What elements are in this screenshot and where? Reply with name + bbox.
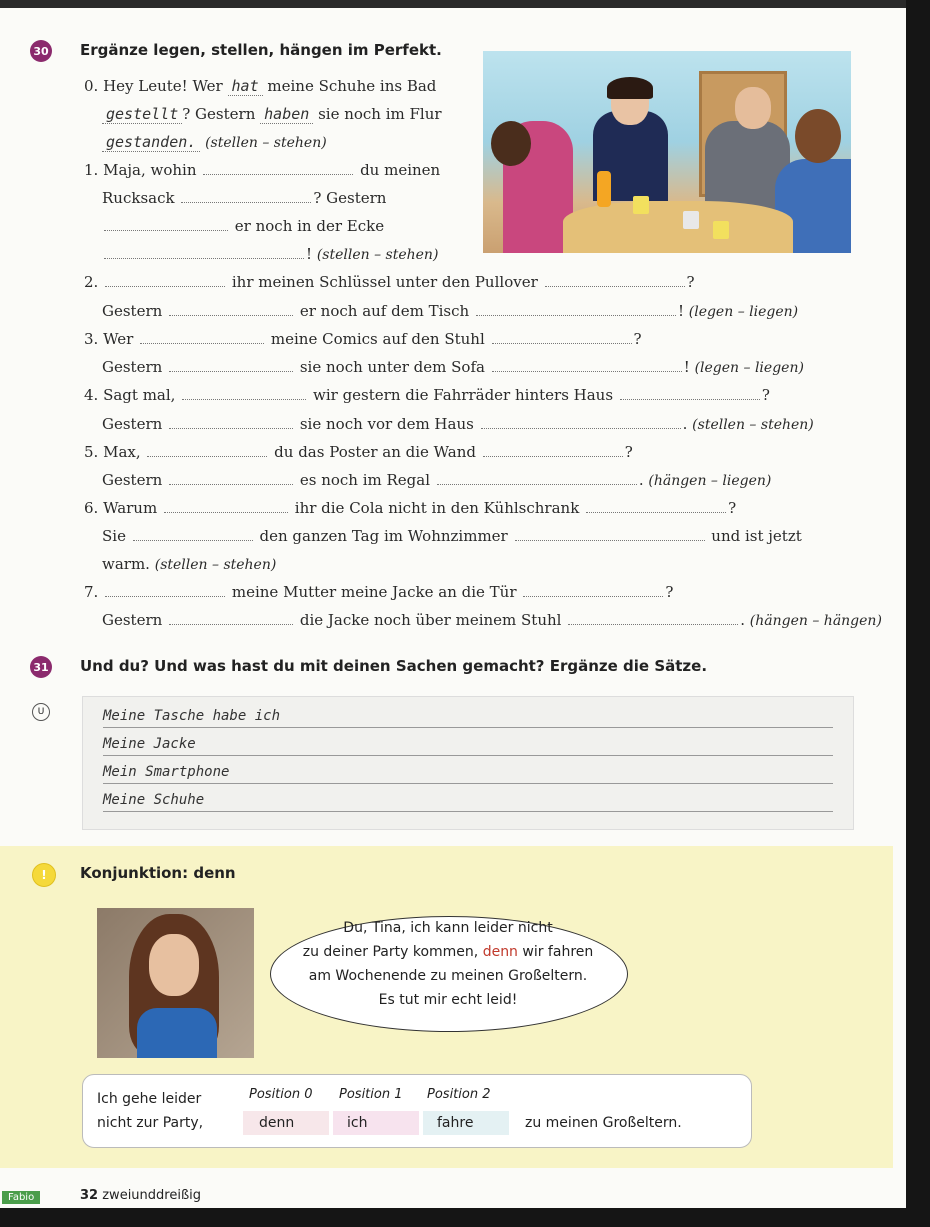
blank-input[interactable]	[483, 442, 623, 457]
text: .	[682, 415, 688, 433]
person-shape	[491, 121, 531, 166]
shirt-shape	[137, 1008, 217, 1058]
bubble-line-2	[270, 944, 626, 960]
position-1-label: Position 1	[339, 1087, 403, 1102]
text: zu deiner Party kommen,	[302, 944, 479, 960]
bottle-shape	[597, 171, 611, 207]
text: und ist jetzt	[711, 527, 802, 545]
page-number-word: zweiunddreißig	[102, 1188, 202, 1203]
page-number-digit: 32	[80, 1188, 99, 1203]
blank-input[interactable]	[545, 272, 685, 287]
blank-input[interactable]	[169, 301, 293, 316]
blank-input[interactable]	[104, 216, 228, 231]
text: 7.	[84, 583, 99, 601]
hint: (stellen – stehen)	[692, 417, 814, 433]
blank-input[interactable]	[568, 610, 738, 625]
text: du meinen	[360, 161, 441, 179]
right-edge	[906, 0, 930, 1227]
text: !	[306, 245, 313, 263]
person-shape	[607, 77, 653, 99]
item-4-line-1	[84, 385, 770, 405]
cup-shape	[713, 221, 729, 239]
example-line-3	[102, 132, 327, 153]
position-1-cell	[333, 1111, 419, 1135]
item-6-line-1	[84, 498, 736, 518]
tip-title: Konjunktion: denn	[80, 864, 236, 882]
cup-shape	[633, 196, 649, 214]
text: !	[677, 302, 684, 320]
text: warm.	[102, 555, 150, 573]
text: 0. Hey Leute! Wer	[84, 77, 223, 95]
text: wir fahren	[522, 944, 594, 960]
text: sie noch vor dem Haus	[299, 415, 474, 433]
exercise-30-badge: 30	[30, 40, 52, 62]
text: 3. Wer	[84, 330, 134, 348]
text: er noch auf dem Tisch	[299, 302, 470, 320]
person-shape	[795, 109, 841, 163]
blank-input[interactable]	[515, 526, 705, 541]
exercise-30-title: Ergänze legen, stellen, hängen im Perfekt.	[80, 41, 442, 59]
page-number	[80, 1188, 201, 1203]
blank-input[interactable]	[133, 526, 253, 541]
blank-input[interactable]	[169, 470, 293, 485]
text: .	[740, 611, 746, 629]
blank-input[interactable]	[620, 385, 760, 400]
text: Gestern	[102, 302, 163, 320]
writing-icon: U	[32, 703, 50, 721]
face-shape	[149, 934, 199, 996]
answer-line-3[interactable]: Mein Smartphone	[103, 761, 833, 784]
blank-input[interactable]	[169, 414, 293, 429]
character-badge: Fabio	[2, 1191, 40, 1204]
girl-on-phone-photo	[97, 908, 254, 1058]
position-table	[82, 1074, 752, 1148]
item-6-line-2	[102, 526, 802, 546]
word-fahre: fahre	[437, 1115, 474, 1131]
blank-input[interactable]	[182, 385, 306, 400]
blank-input[interactable]	[169, 610, 293, 625]
hint: (stellen – stehen)	[154, 557, 277, 573]
blank-input[interactable]	[437, 470, 637, 485]
answer-hat[interactable]: hat	[228, 77, 263, 96]
item-2-line-1	[84, 272, 695, 292]
bubble-line-3: am Wochenende zu meinen Großeltern.	[308, 968, 588, 984]
sentence-start-1: Ich gehe leider	[97, 1091, 202, 1107]
text: ?	[665, 583, 674, 601]
blank-input[interactable]	[140, 329, 264, 344]
example-line-2	[102, 104, 442, 124]
text: 1. Maja, wohin	[84, 161, 197, 179]
text: wir gestern die Fahrräder hinters Haus	[313, 386, 614, 404]
text: Gestern	[102, 358, 163, 376]
text: ? Gestern	[313, 189, 387, 207]
blank-input[interactable]	[492, 329, 632, 344]
blank-input[interactable]	[492, 357, 682, 372]
item-1-line-3	[102, 216, 384, 236]
text: 6. Warum	[84, 499, 158, 517]
answer-line-2[interactable]: Meine Jacke	[103, 733, 833, 756]
answer-haben[interactable]: haben	[260, 105, 313, 124]
text: ?	[728, 499, 737, 517]
text: Gestern	[102, 415, 163, 433]
blank-input[interactable]	[181, 188, 311, 203]
blank-input[interactable]	[523, 582, 663, 597]
answer-line-4[interactable]: Meine Schuhe	[103, 789, 833, 812]
item-3-line-2	[102, 357, 804, 378]
blank-input[interactable]	[147, 442, 267, 457]
text: ? Gestern	[182, 105, 256, 123]
item-3-line-1	[84, 329, 642, 349]
blank-input[interactable]	[105, 582, 225, 597]
text: .	[638, 471, 644, 489]
text: !	[683, 358, 690, 376]
word-denn: denn	[259, 1115, 295, 1131]
item-1-line-1	[84, 160, 440, 180]
text: ?	[686, 273, 695, 291]
group-photo	[483, 51, 851, 253]
hint: (legen – liegen)	[688, 304, 799, 320]
tip-icon: !	[32, 863, 56, 887]
text: sie noch im Flur	[318, 105, 442, 123]
hint: (hängen – hängen)	[749, 613, 882, 629]
top-edge	[0, 0, 930, 8]
text: meine Comics auf den Stuhl	[270, 330, 485, 348]
text: ihr die Cola nicht in den Kühlschrank	[294, 499, 580, 517]
hint: (stellen – stehen)	[316, 247, 439, 263]
text: ?	[624, 443, 633, 461]
item-2-line-2	[102, 301, 798, 322]
position-0-label: Position 0	[249, 1087, 313, 1102]
word-ich: ich	[347, 1115, 368, 1131]
bubble-line-4: Es tut mir echt leid!	[378, 992, 518, 1008]
sentence-end: zu meinen Großeltern.	[525, 1115, 682, 1131]
text: Gestern	[102, 611, 163, 629]
answer-gestanden[interactable]: gestanden.	[102, 133, 200, 152]
item-6-line-3	[102, 554, 276, 575]
blank-input[interactable]	[476, 301, 676, 316]
item-5-line-2	[102, 470, 771, 491]
text: den ganzen Tag im Wohnzimmer	[259, 527, 508, 545]
blank-input[interactable]	[203, 160, 353, 175]
text: du das Poster an die Wand	[274, 443, 477, 461]
item-4-line-2	[102, 414, 814, 435]
hint: (hängen – liegen)	[648, 473, 772, 489]
text: er noch in der Ecke	[234, 217, 385, 235]
text: 5. Max,	[84, 443, 141, 461]
position-2-label: Position 2	[427, 1087, 491, 1102]
exercise-31-title: Und du? Und was hast du mit deinen Sachen gemacht? Ergänze die Sätze.	[80, 657, 708, 675]
workbook-page	[0, 8, 906, 1208]
cup-shape	[683, 211, 699, 229]
blank-input[interactable]	[586, 498, 726, 513]
bottom-edge	[0, 1208, 930, 1227]
text: ?	[633, 330, 642, 348]
blank-input[interactable]	[104, 244, 304, 259]
text: Rucksack	[102, 189, 175, 207]
sentence-start-2: nicht zur Party,	[97, 1115, 204, 1131]
blank-input[interactable]	[164, 498, 288, 513]
answer-line-1[interactable]: Meine Tasche habe ich	[103, 705, 833, 728]
text: ?	[761, 386, 770, 404]
text: meine Mutter meine Jacke an die Tür	[231, 583, 517, 601]
text: 4. Sagt mal,	[84, 386, 176, 404]
text: Gestern	[102, 471, 163, 489]
exercise-31-badge: 31	[30, 656, 52, 678]
item-5-line-1	[84, 442, 633, 462]
example-line-1	[84, 76, 436, 96]
text: ihr meinen Schlüssel unter den Pullover	[231, 273, 538, 291]
blank-input[interactable]	[481, 414, 681, 429]
blank-input[interactable]	[105, 272, 225, 287]
hint: (legen – liegen)	[694, 360, 804, 376]
item-7-line-2	[102, 610, 882, 631]
text: sie noch unter dem Sofa	[299, 358, 485, 376]
text: es noch im Regal	[299, 471, 431, 489]
item-1-line-2	[102, 188, 386, 208]
person-shape	[735, 87, 771, 129]
table-shape	[563, 201, 793, 253]
bubble-line-1: Du, Tina, ich kann leider nicht	[343, 920, 553, 936]
hint: (stellen – stehen)	[205, 135, 327, 151]
text: 2.	[84, 273, 99, 291]
text: meine Schuhe ins Bad	[267, 77, 437, 95]
answer-box	[82, 696, 854, 830]
item-7-line-1	[84, 582, 673, 602]
blank-input[interactable]	[169, 357, 293, 372]
conjunction-highlight: denn	[482, 944, 518, 960]
answer-gestellt[interactable]: gestellt	[102, 105, 182, 124]
item-1-line-4	[102, 244, 438, 265]
text: die Jacke noch über meinem Stuhl	[299, 611, 562, 629]
text: Sie	[102, 527, 126, 545]
